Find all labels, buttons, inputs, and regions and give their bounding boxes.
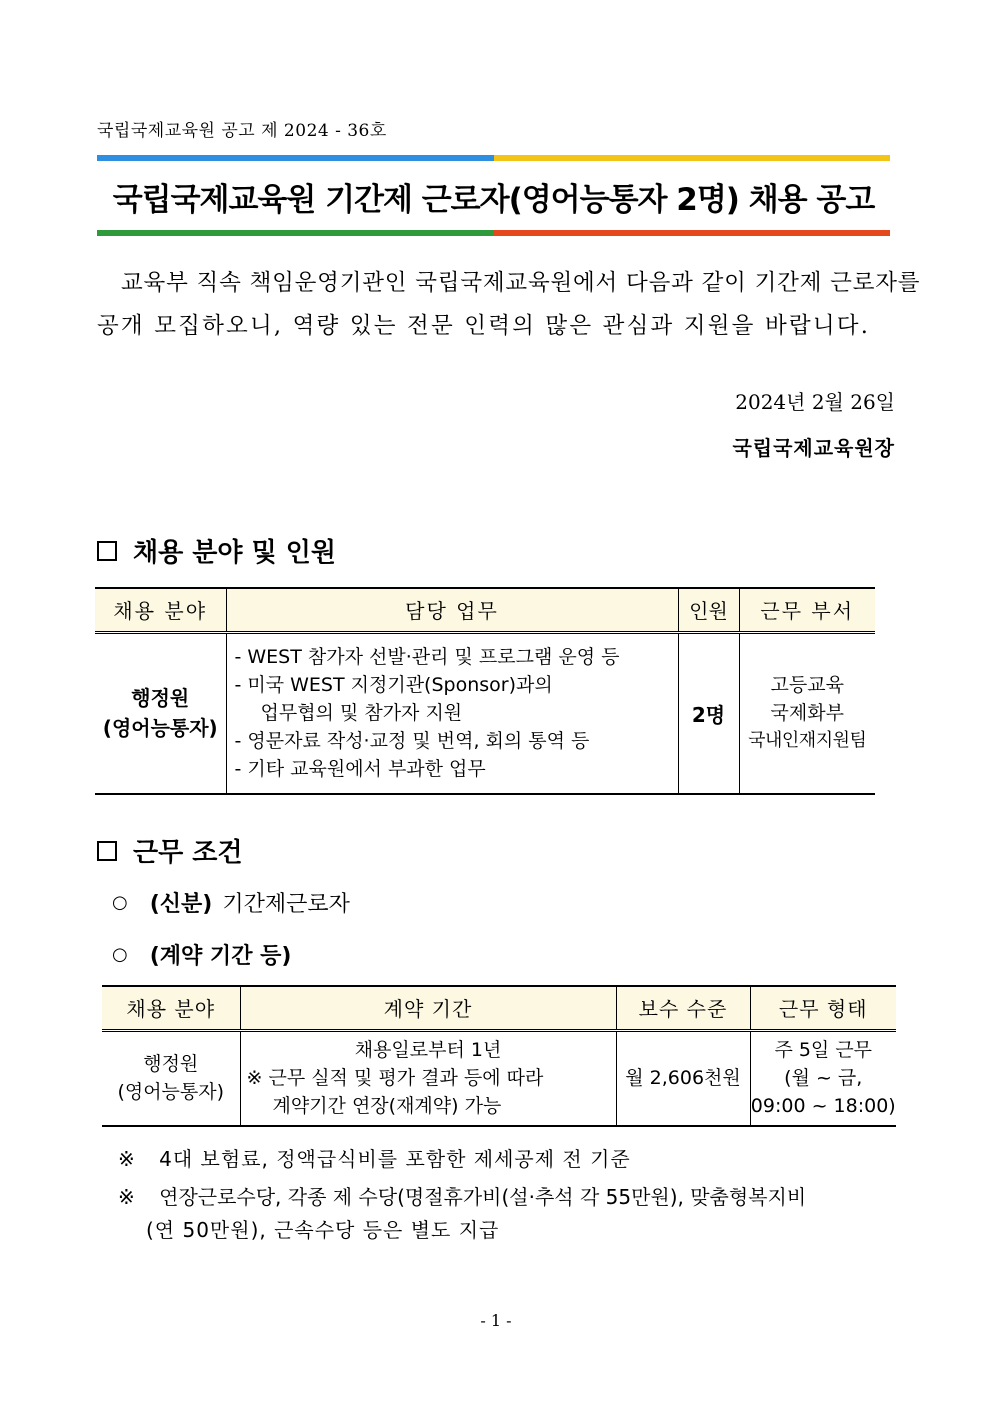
field-line-2: (영어능통자) — [102, 716, 218, 741]
period-line-3: 계약기간 연장(재계약) 가능 — [272, 1095, 502, 1118]
cell-field — [95, 632, 226, 794]
header-count: 인원 — [678, 588, 739, 632]
page-title: 국립국제교육원 기간제 근로자(영어능통자 2명) 채용 공고 — [112, 182, 875, 218]
type-line-1: 주 5일 근무 — [774, 1039, 873, 1062]
intro-line-2: 공개 모집하오니, 역량 있는 전문 인력의 많은 관심과 지원을 바랍니다. — [97, 313, 871, 339]
bullet-label: (신분) — [149, 892, 213, 917]
section-heading-recruitment — [97, 532, 336, 569]
note-1 — [118, 1143, 631, 1172]
cell-field — [102, 1030, 240, 1126]
bullet-status — [112, 887, 350, 918]
notice-number: 국립국제교육원 공고 제 2024 - 36호 — [97, 121, 387, 141]
table-header-row — [95, 588, 875, 632]
checkbox-square-icon — [97, 541, 117, 561]
note-2-continued: (연 50만원), 근속수당 등은 별도 지급 — [146, 1218, 500, 1242]
duty-item-continued: 업무협의 및 참가자 지원 — [260, 702, 463, 725]
issuer: 국립국제교육원장 — [732, 436, 895, 460]
duty-item: - 영문자료 작성·교정 및 번역, 회의 통역 등 — [234, 730, 590, 753]
header-field: 채용 분야 — [102, 986, 240, 1030]
intro-paragraph — [97, 262, 921, 348]
duty-item: - WEST 참가자 선발·관리 및 프로그램 운영 등 — [234, 646, 620, 669]
recruitment-table — [95, 587, 875, 795]
bullet-text: 기간제근로자 — [222, 892, 350, 917]
period-line-2: ※ 근무 실적 및 평가 결과 등에 따라 — [246, 1067, 544, 1090]
section-heading-text: 근무 조건 — [133, 838, 243, 868]
header-field: 채용 분야 — [95, 588, 226, 632]
field-line-1: 행정원 — [131, 686, 190, 711]
field-line-1: 행정원 — [143, 1053, 199, 1076]
duty-item: - 미국 WEST 지정기관(Sponsor)과의 — [234, 674, 553, 697]
header-dept: 근무 부서 — [739, 588, 875, 632]
reference-mark-icon: ※ — [118, 1147, 136, 1171]
checkbox-square-icon — [97, 841, 117, 861]
cell-dept — [739, 632, 875, 794]
dept-line-3: 국내인재지원팀 — [748, 730, 867, 752]
header-type: 근무 형태 — [750, 986, 896, 1030]
header-duty: 담당 업무 — [226, 588, 678, 632]
dept-line-1: 고등교육 — [770, 674, 844, 697]
cell-duties — [226, 632, 678, 794]
type-line-3: 09:00 ~ 18:00) — [750, 1095, 896, 1118]
dept-line-2: 국제화부 — [770, 702, 844, 725]
bar-top-right — [494, 155, 891, 161]
notice-date: 2024년 2월 26일 — [735, 390, 895, 414]
note-2 — [118, 1181, 806, 1210]
header-period: 계약 기간 — [240, 986, 616, 1030]
bar-bottom-right — [494, 230, 891, 236]
table-row — [95, 632, 875, 794]
cell-count: 2명 — [678, 632, 739, 794]
bar-bottom-left — [97, 230, 494, 236]
table-header-row — [102, 986, 896, 1030]
table-row — [102, 1030, 896, 1126]
note-text: 4대 보험료, 정액급식비를 포함한 제세공제 전 기준 — [159, 1147, 631, 1171]
section-heading-text: 채용 분야 및 인원 — [133, 538, 336, 568]
page-number: - 1 - — [480, 1311, 512, 1330]
intro-line-1: 교육부 직속 책임운영기관인 국립국제교육원에서 다음과 같이 기간제 근로자를 — [121, 270, 921, 296]
bar-top-left — [97, 155, 494, 161]
section-heading-conditions — [97, 832, 243, 869]
reference-mark-icon: ※ — [118, 1185, 136, 1209]
duty-item: - 기타 교육원에서 부과한 업무 — [234, 758, 486, 781]
circle-bullet-icon: ○ — [112, 892, 128, 913]
field-line-2: (영어능통자) — [117, 1081, 225, 1104]
conditions-table — [102, 985, 896, 1127]
period-line-1: 채용일로부터 1년 — [354, 1039, 502, 1062]
type-line-2: (월 ~ 금, — [784, 1067, 863, 1090]
title-bar-bottom — [97, 230, 890, 236]
header-pay: 보수 수준 — [616, 986, 750, 1030]
circle-bullet-icon: ○ — [112, 944, 128, 965]
title-bar-top — [97, 155, 890, 161]
cell-period — [240, 1030, 616, 1126]
note-text: 연장근로수당, 각종 제 수당(명절휴가비(설·추석 각 55만원), 맞춤형복지비 — [159, 1185, 807, 1209]
bullet-label: (계약 기간 등) — [149, 944, 292, 969]
cell-type — [750, 1030, 896, 1126]
bullet-contract — [112, 939, 301, 970]
cell-pay: 월 2,606천원 — [616, 1030, 750, 1126]
